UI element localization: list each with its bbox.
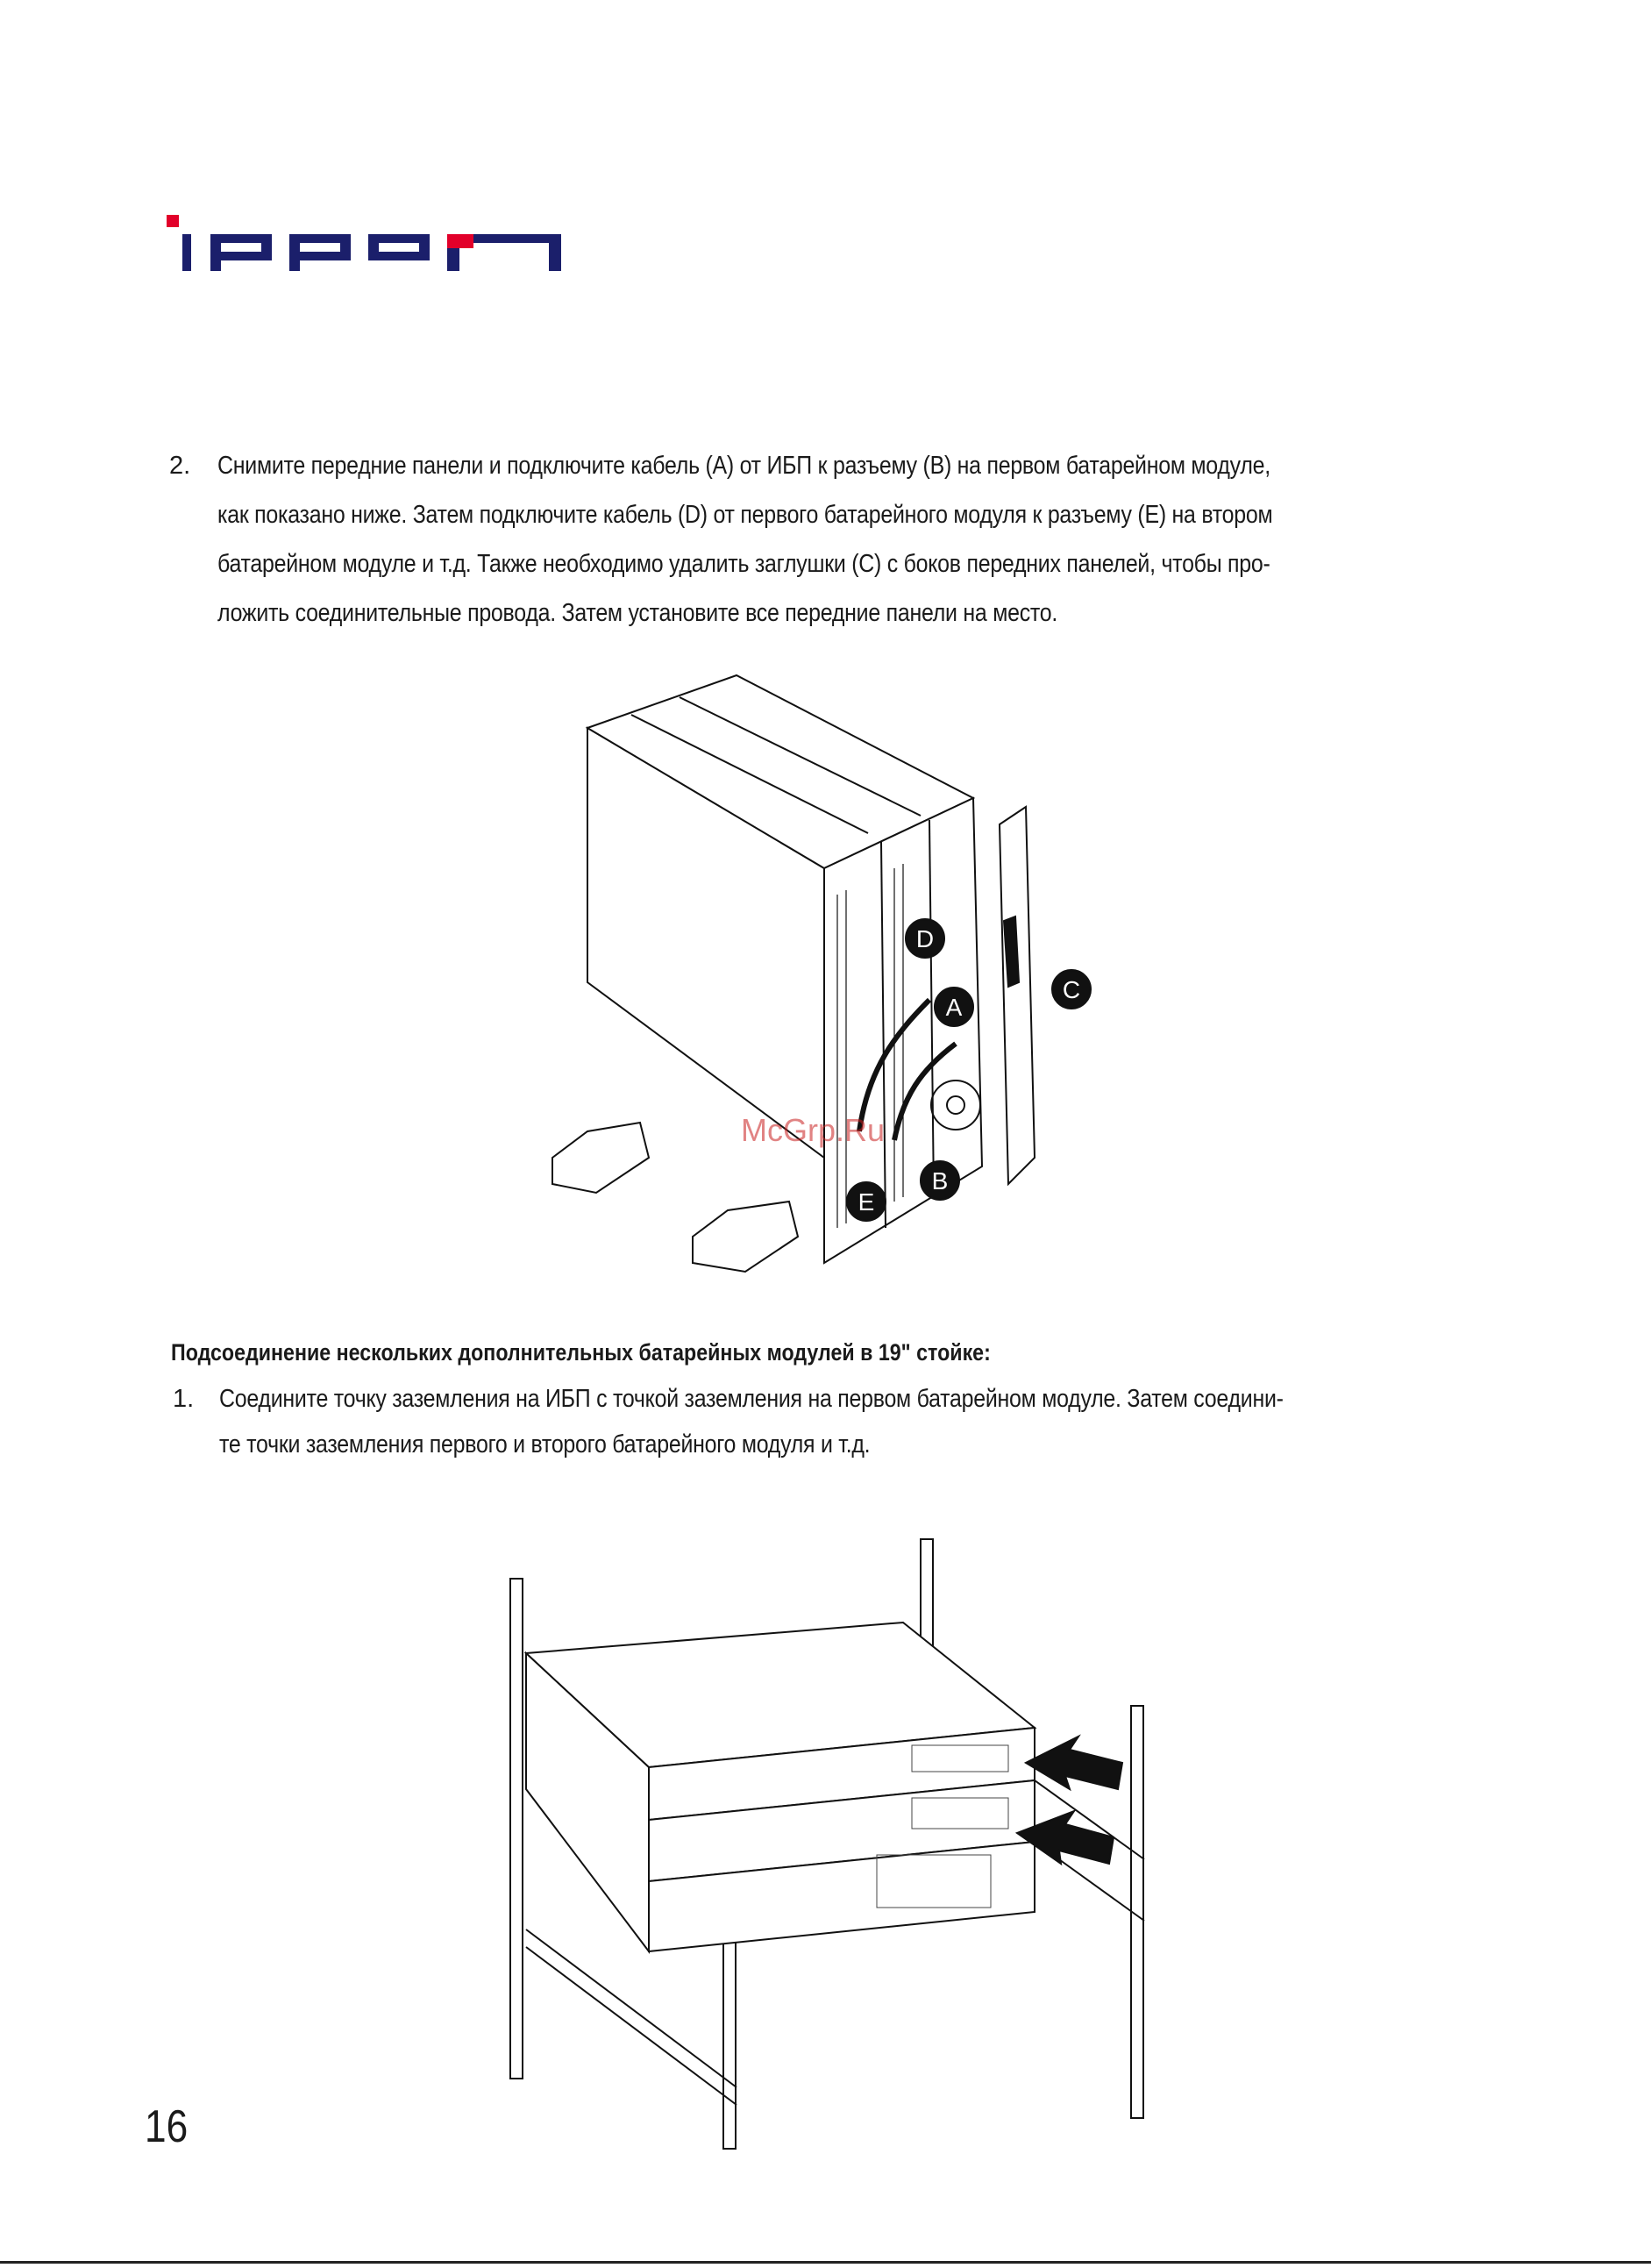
svg-text:E: E — [858, 1188, 875, 1216]
step-text-line: батарейном модуле и т.д. Также необходимо удалить заглушки (C) с боков передних панелей, чтобы про- — [217, 550, 1270, 578]
step-number: 1. — [173, 1385, 195, 1413]
callout-c — [1052, 970, 1091, 1009]
callout-a — [935, 988, 973, 1026]
callout-e — [847, 1182, 886, 1221]
step-text-line: Снимите передние панели и подключите кабель (A) от ИБП к разъему (B) на первом батарейном модуле, — [217, 452, 1270, 480]
svg-text:D: D — [915, 925, 935, 952]
footer-divider — [0, 2261, 1651, 2264]
svg-text:C: C — [1062, 976, 1081, 1003]
ippon-logo — [167, 215, 561, 285]
logo-accent-square — [167, 215, 179, 227]
callout-b — [921, 1161, 959, 1200]
battery-connection-figure — [535, 667, 1131, 1280]
watermark: McGrp.Ru — [741, 1112, 886, 1148]
callout-d — [906, 919, 944, 958]
page-number: 16 — [145, 2101, 189, 2152]
step-text-line: ложить соединительные провода. Затем установите все передние панели на место. — [217, 599, 1058, 627]
step-text-line: как показано ниже. Затем подключите кабель (D) от первого батарейного модуля к разъему (E) на втором — [217, 501, 1273, 529]
svg-text:B: B — [931, 1167, 949, 1195]
rack-grounding-figure — [491, 1526, 1175, 2157]
section-heading: Подсоединение нескольких дополнительных батарейных модулей в 19" стойке: — [171, 1339, 991, 1366]
step-number: 2. — [169, 452, 191, 480]
step-text-line: Соедините точку заземления на ИБП с точкой заземления на первом батарейном модуле. Затем соедини- — [219, 1385, 1284, 1413]
svg-text:A: A — [945, 994, 963, 1021]
step-text-line: те точки заземления первого и второго батарейного модуля и т.д. — [219, 1430, 871, 1459]
